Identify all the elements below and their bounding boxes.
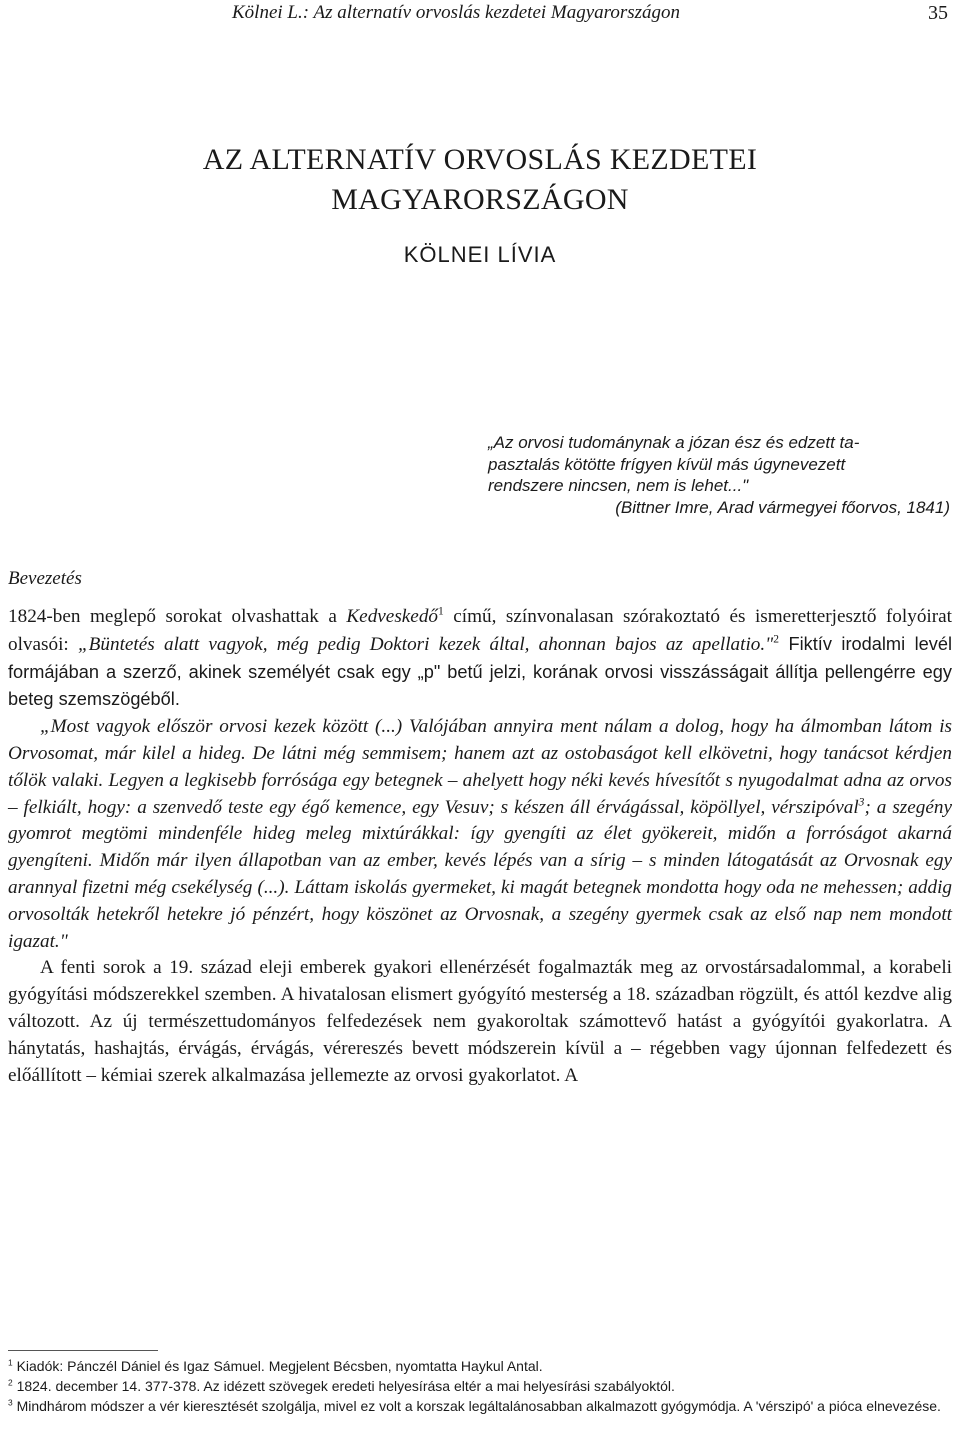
footnote-3-text: Mindhárom módszer a vér kieresztését szolgálja, mivel ez volt a korszak legáltalánosabban alkalmazott gyógymódja. A 'vérszipó' a pióca elnevezése. [16, 1398, 941, 1414]
footnote-2 [8, 1376, 952, 1396]
p1-text-b: című, színvonalasan szórakoztató és ismeretterjesztő folyóirat olvasói: [8, 606, 952, 655]
footnote-2-number: 2 [8, 1377, 13, 1388]
epigraph-line-3: rendszere nincsen, nem is lehet..." [488, 476, 749, 495]
footnote-ref-2[interactable]: 2 [773, 633, 780, 646]
footnotes [8, 1356, 952, 1416]
body-text [8, 604, 952, 1089]
footnote-ref-1[interactable]: 1 [438, 605, 444, 618]
running-head-title: Kölnei L.: Az alternatív orvoslás kezdetei Magyarországon [232, 2, 681, 23]
epigraph-line-2: pasztalás kötötte frígyen kívül más úgynevezett [488, 454, 846, 474]
section-heading: Bevezetés [8, 568, 82, 589]
epigraph-line-1: „Az orvosi tudománynak a józan ész és edzett ta- [488, 433, 860, 452]
footnote-1 [8, 1356, 952, 1376]
footnote-2-text: 1824. december 14. 377-378. Az idézett szövegek eredeti helyesírása eltér a mai helyesírási szabályoktól. [16, 1378, 675, 1394]
paragraph-1 [8, 604, 952, 714]
p2-text-a: „Most vagyok először orvosi kezek között (...) Valójában annyira ment nálam a dolog, hogy ha álmomban látom is Orvosomat, már kilel a hideg. De látni még semmisem; hanem azt az ostobaságot kell elkövetni, hogy tanácsot kérdjen tőlök valaki. Legyen a legkisebb forrósága egy betegnek – ahelyett hogy néki kevés hívesítőt s nyugodalmat adna az orvos – felkiált, hogy: a szenvedő teste egy égő kemence, egy Vesuv; s készen áll érvágással, köpöllyel, vérszipóval [8, 716, 952, 818]
running-head [232, 0, 952, 30]
footnote-3-number: 3 [8, 1397, 13, 1408]
p1-quote: „Büntetés alatt vagyok, még pedig Doktori kezek által, ahonnan bajos az apellatio." [78, 633, 774, 655]
page-number: 35 [928, 2, 948, 24]
paragraph-3: A fenti sorok a 19. század eleji emberek gyakori ellenérzését fogalmazták meg az orvostársadalommal, a korabeli gyógyítási módszerekkel szemben. A hivatalosan elismert gyógyító mesterség a 18. században rögzült, és attól kezdve alig változott. Az új természettudományos felfedezések nem gyakoroltak számottevő hatást a gyógyítói gyakorlatra. A hánytatás, hashajtás, érvágás, érvágás, vérereszés bevett módszerein kívül a – régebben vagy újonnan felfedezett és előállított – kémiai szerek alkalmazása jellemezte az orvosi gyakorlatot. A [8, 957, 952, 1086]
footnote-1-text: Kiadók: Pánczél Dániel és Igaz Sámuel. Megjelent Bécsben, nyomtatta Haykul Antal. [16, 1358, 543, 1374]
footnote-rule [8, 1350, 158, 1351]
p2-text-b: ; a szegény gyomrot megtömi mindenféle hideg meleg mixtúrákkal: így gyengíti az élet gyökereit, midőn a forróságot akarná gyengíteni. Midőn már ilyen állapotban van az ember, kevés lépés van a sírig – s minden látogatását az Orvosnak egy arannyal fizetni még csekélység (...). Láttam iskolás gyermeket, ki magát betegnek mondotta hogy oda ne mehessen; addig orvosolták hetekről hetekre jó pénzért, hogy köszönet az Orvosnak, a szegény gyermek csak az első nap nem mondott igazat." [8, 796, 952, 952]
article-author: KÖLNEI LÍVIA [403, 242, 557, 267]
footnote-3 [8, 1396, 952, 1416]
footnote-ref-3[interactable]: 3 [858, 796, 865, 809]
journal-name: Kedveskedő [346, 606, 439, 627]
paragraph-2-quote [8, 714, 952, 955]
p1-text-a: 1824-ben meglepő sorokat olvashattak a [8, 606, 347, 627]
article-title-line-2: MAGYARORSZÁGON [331, 183, 629, 216]
footnote-1-number: 1 [8, 1357, 13, 1368]
article-title-line-1: AZ ALTERNATÍV ORVOSLÁS KEZDETEI [202, 143, 758, 176]
p1-text-c: Fiktív irodalmi levél formájában a szerző, akinek személyét csak egy „p" betű jelzi, korának orvosi visszásságait állítja pellengérre egy beteg szemszögéből. [8, 633, 952, 710]
article-title [0, 140, 960, 220]
epigraph-attribution: (Bittner Imre, Arad vármegyei főorvos, 1841) [615, 497, 950, 517]
epigraph [488, 432, 956, 518]
